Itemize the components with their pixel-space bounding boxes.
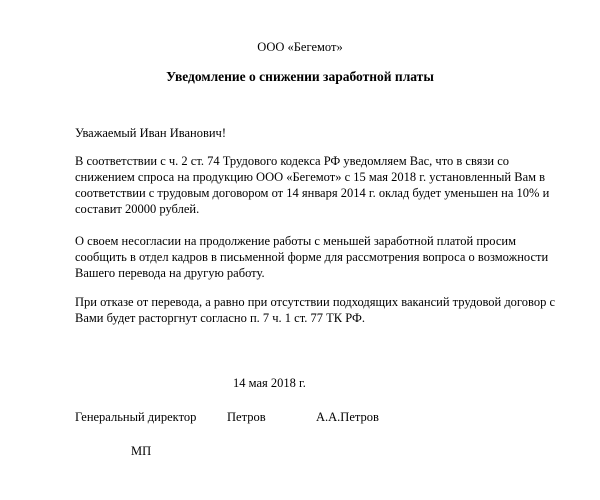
- paragraph-line: В соответствии с ч. 2 ст. 74 Трудового кодекса РФ уведомляем Вас, что в связи со: [75, 154, 510, 168]
- organization-name: ООО «Бегемот»: [257, 40, 343, 54]
- signatory-name: А.А.Петров: [316, 410, 379, 424]
- paragraph-line: О своем несогласии на продолжение работы с меньшей заработной платой просим: [75, 234, 516, 248]
- paragraph-line: снижением спроса на продукцию ООО «Бегемот» с 15 мая 2018 г. установленный Вам в: [75, 170, 546, 184]
- paragraph-1: [75, 153, 550, 217]
- stamp-placeholder: МП: [131, 444, 152, 458]
- paragraph-3: [75, 294, 555, 326]
- paragraph-2: [75, 233, 549, 281]
- signature: Петров: [227, 410, 266, 424]
- paragraph-line: сообщить в отдел кадров в письменной форме для рассмотрения вопроса о возможности: [75, 250, 549, 264]
- paragraph-line: Вами будет расторгнут согласно п. 7 ч. 1 ст. 77 ТК РФ.: [75, 311, 365, 325]
- paragraph-line: составит 20000 рублей.: [75, 202, 200, 216]
- document-title: Уведомление о снижении заработной платы: [166, 69, 434, 84]
- document-date: 14 мая 2018 г.: [233, 376, 306, 390]
- paragraph-line: При отказе от перевода, а равно при отсутствии подходящих вакансий трудовой договор с: [75, 295, 555, 309]
- signatory-role: Генеральный директор: [75, 410, 197, 424]
- paragraph-line: Вашего перевода на другую работу.: [75, 266, 265, 280]
- greeting: Уважаемый Иван Иванович!: [75, 126, 227, 140]
- paragraph-line: соответствии с трудовым договором от 14 января 2014 г. оклад будет уменьшен на 10% и: [75, 186, 550, 200]
